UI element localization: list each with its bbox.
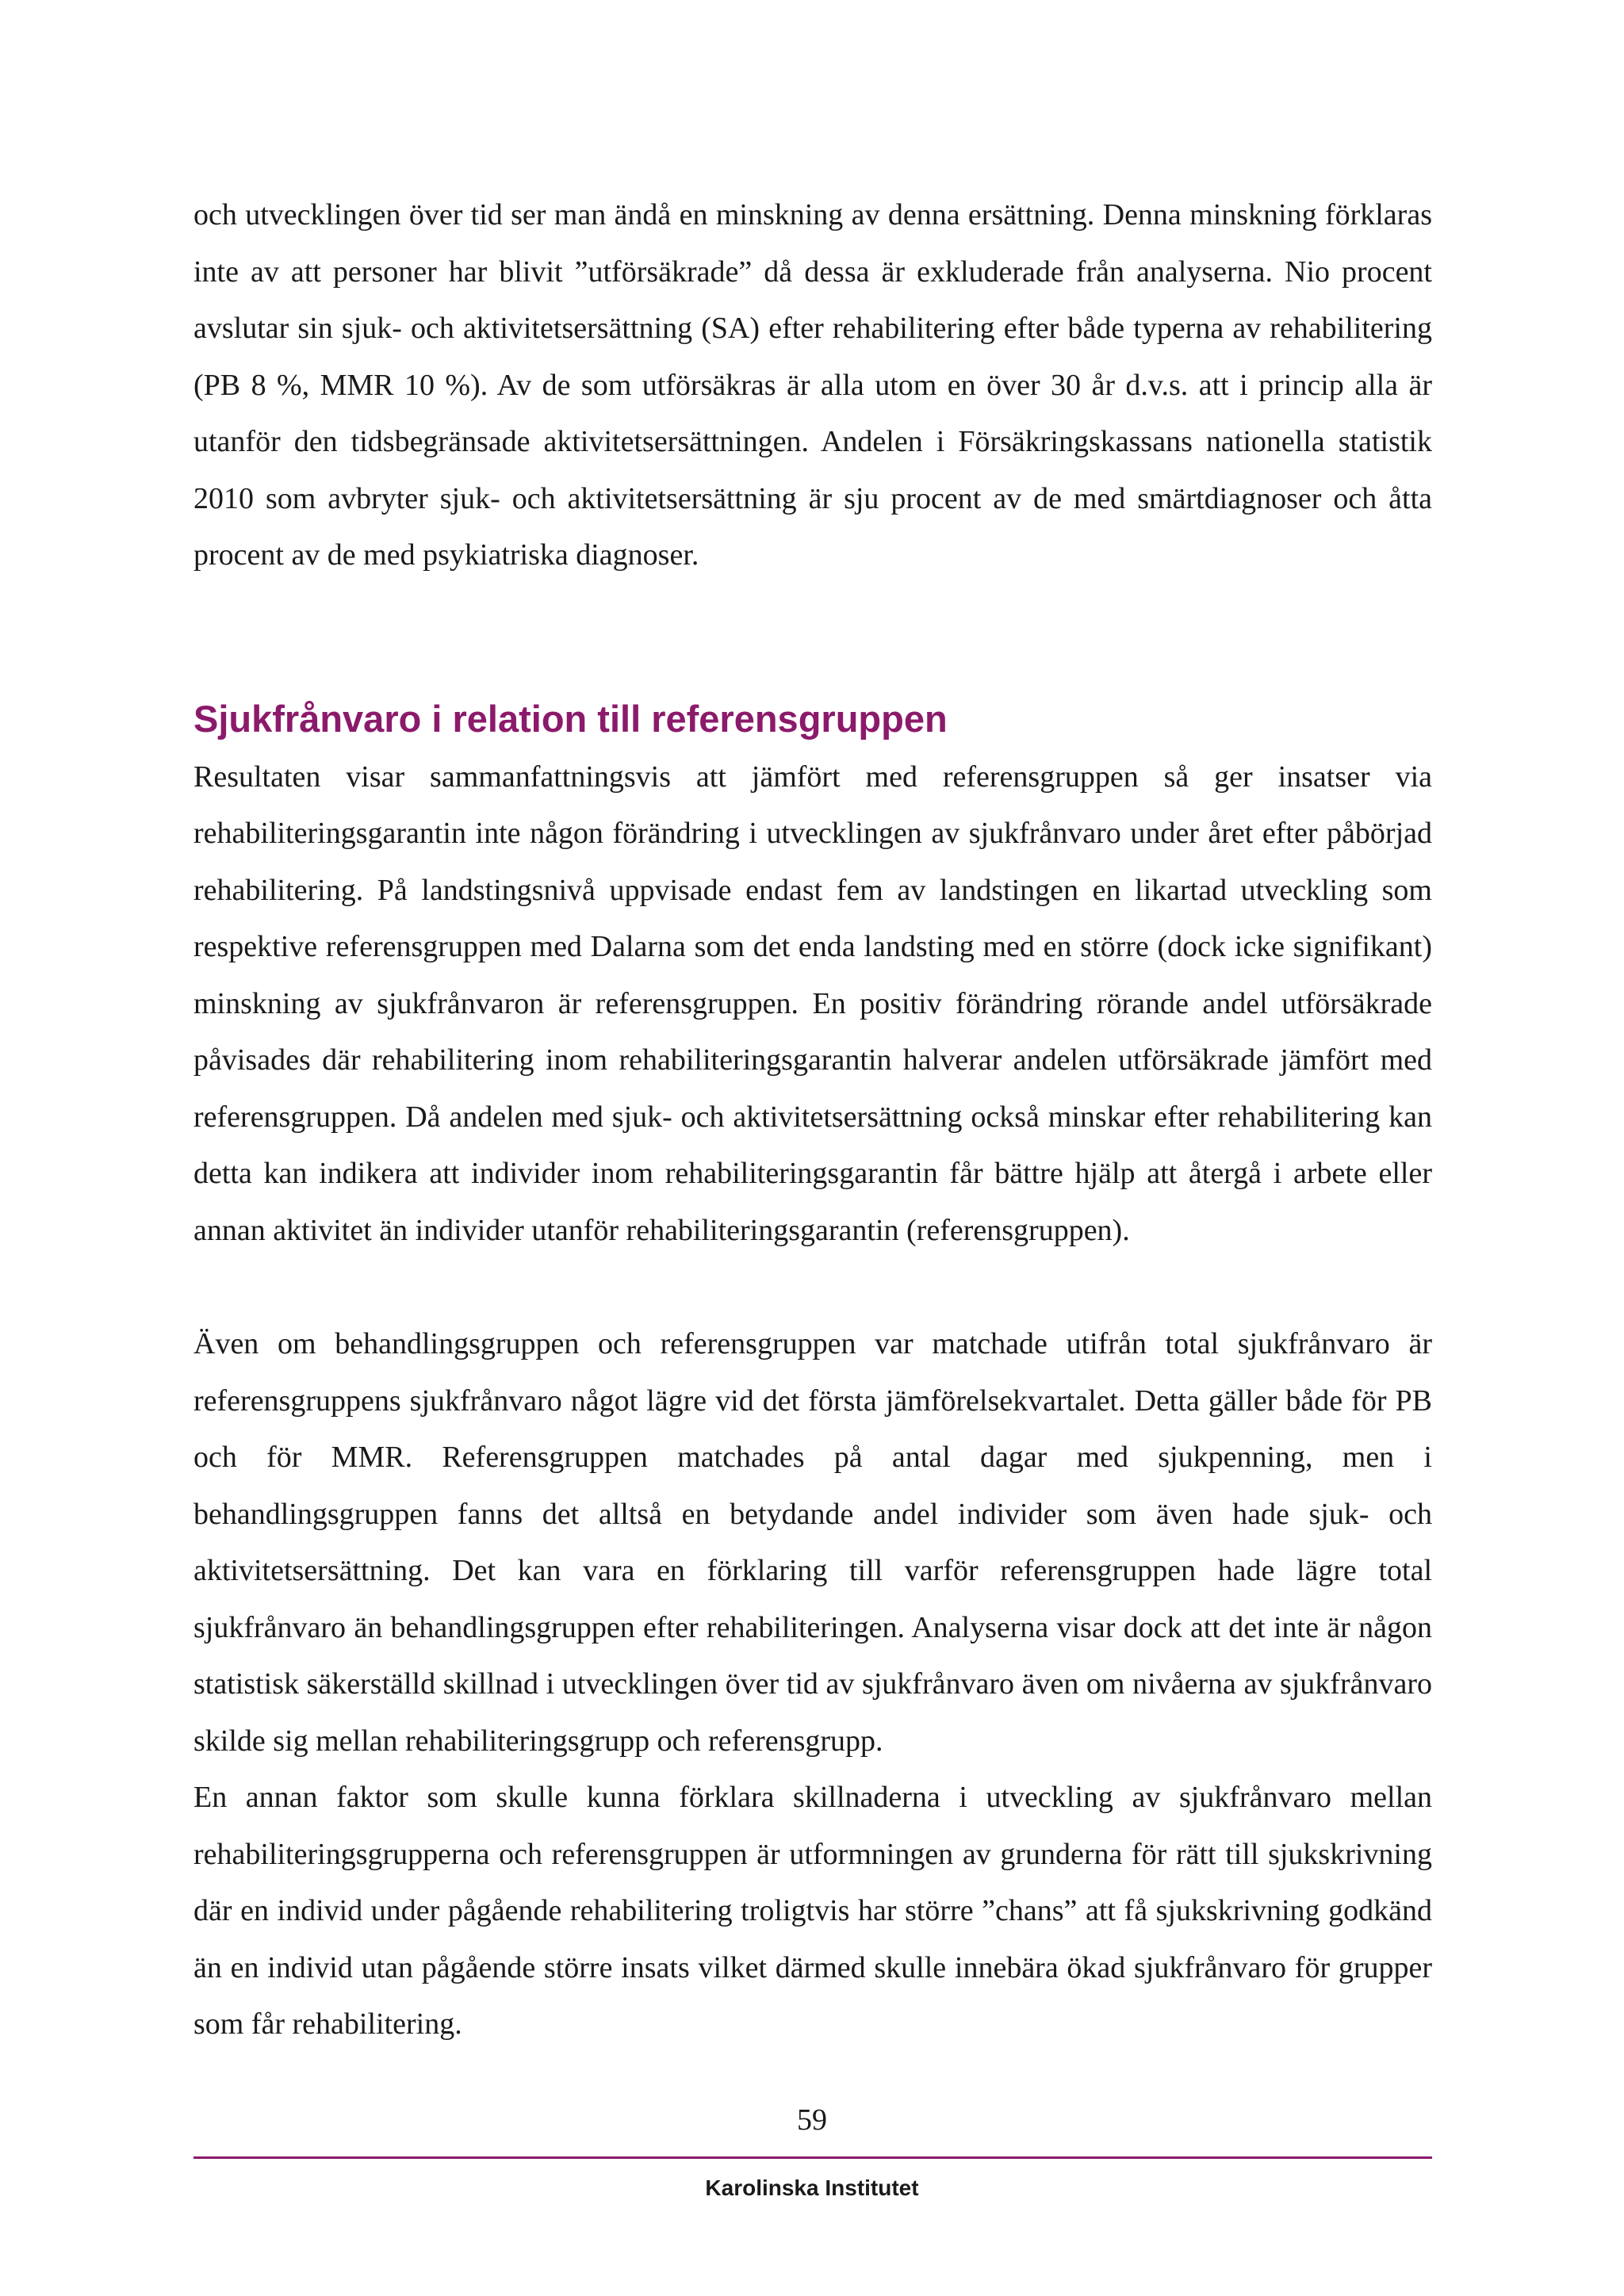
page-body	[193, 187, 1432, 2053]
page-number: 59	[797, 2103, 827, 2137]
paragraph-other-factor: En annan faktor som skulle kunna förklara skillnaderna i utveckling av sjukfrånvaro mellan rehabiliteringsgrupperna och referensgruppen är utformningen av grunderna för rätt till sjukskrivning där en individ under pågående rehabilitering troligtvis har större ”chans” att få sjukskrivning godkänd än en individ utan pågående större insats vilket därmed skulle innebära ökad sjukfrånvaro för grupper som får rehabilitering.	[193, 1781, 1432, 2041]
section-heading: Sjukfrånvaro i relation till referensgruppen	[193, 697, 948, 740]
paragraph-results: Resultaten visar sammanfattningsvis att jämfört med referensgruppen så ger insatser via rehabiliteringsgarantin inte någon förändring i utvecklingen av sjukfrånvaro under året efter påbörjad rehabilitering. På landstingsnivå uppvisade endast fem av landstingen en likartad utveckling som respektive referensgruppen med Dalarna som det enda landsting med en större (dock icke signifikant) minskning av sjukfrånvaron är referensgruppen. En positiv förändring rörande andel utförsäkrade påvisades där rehabilitering inom rehabiliteringsgarantin halverar andelen utförsäkrade jämfört med referensgruppen. Då andelen med sjuk- och aktivitetsersättning också minskar efter rehabilitering kan detta kan indikera att individer inom rehabiliteringsgarantin får bättre hjälp att återgå i arbete eller annan aktivitet än individer utanför rehabiliteringsgarantin (referensgruppen).	[193, 760, 1432, 1247]
footer-divider	[193, 2156, 1432, 2159]
footer-institute-name: Karolinska Institutet	[705, 2175, 919, 2200]
paragraph-intro: och utvecklingen över tid ser man ändå en minskning av denna ersättning. Denna minskning förklaras inte av att personer har blivit ”utförsäkrade” då dessa är exkluderade från analyserna. Nio procent avslutar sin sjuk- och aktivitetsersättning (SA) efter rehabilitering efter både typerna av rehabilitering (PB 8 %, MMR 10 %). Av de som utförsäkras är alla utom en över 30 år d.v.s. att i princip alla är utanför den tidsbegränsade aktivitetsersättningen. Andelen i Försäkringskassans nationella statistik 2010 som avbryter sjuk- och aktivitetsersättning är sju procent av de med smärtdiagnoser och åtta procent av de med psykiatriska diagnoser.	[193, 198, 1432, 572]
paragraph-matching: Även om behandlingsgruppen och referensgruppen var matchade utifrån total sjukfrånvaro är referensgruppens sjukfrånvaro något lägre vid det första jämförelsekvartalet. Detta gäller både för PB och för MMR. Referensgruppen matchades på antal dagar med sjukpenning, men i behandlingsgruppen fanns det alltså en betydande andel individer som även hade sjuk- och aktivitetsersättning. Det kan vara en förklaring till varför referensgruppen hade lägre total sjukfrånvaro än behandlingsgruppen efter rehabiliteringen. Analyserna visar dock att det inte är någon statistisk säkerställd skillnad i utvecklingen över tid av sjukfrånvaro även om nivåerna av sjukfrånvaro skilde sig mellan rehabiliteringsgrupp och referensgrupp.	[193, 1327, 1432, 1758]
spacer	[193, 584, 1432, 694]
spacer	[193, 1259, 1432, 1316]
